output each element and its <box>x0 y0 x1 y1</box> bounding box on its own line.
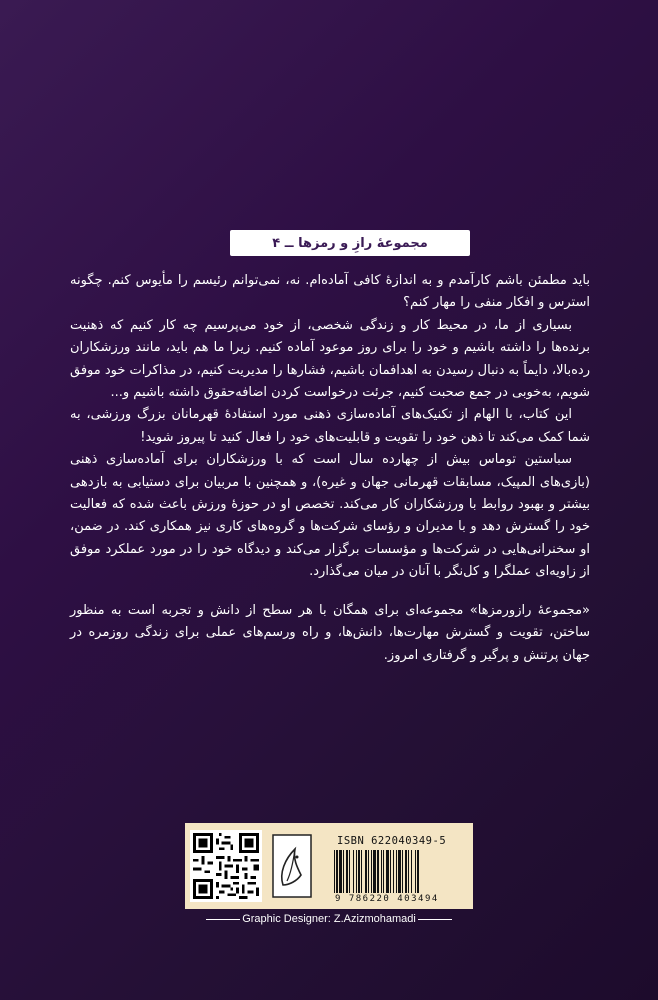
barcode-bar <box>371 850 372 893</box>
barcode-bar <box>390 850 391 893</box>
blurb-paragraph-2: بسیاری از ما، در محیط کار و زندگی شخصی، از خود می‌پرسیم چه کار کنیم که ذهنیت برنده‌ها را داشته باشیم و خود را برای روز موعود آماده کنیم. زیرا ما هم باید، مانند ورزشکاران رده‌بالا، دایماً به دنبال رسیدن به اهدافمان باشیم، فشارها را مدیریت کنیم، در مذاکرات خود موفق شویم، به‌خوبی در جمع صحبت کنیم، جرئت درخواست کردن اضافه‌حقوق داشته باشیم و... <box>70 317 590 401</box>
blurb-paragraph-3: این کتاب، با الهام از تکنیک‌های آماده‌سازی ذهنی مورد استفادهٔ قهرمانان بزرگ ورزشی، به شما کمک می‌کند تا ذهن خود را تقویت و قابلیت‌های خود را فعال کنید تا پیروز شوید! <box>70 407 590 445</box>
barcode-bar <box>368 850 369 893</box>
barcode-bar <box>365 850 367 893</box>
barcode-bar <box>339 850 342 893</box>
back-cover-blurb <box>70 270 590 667</box>
credit-rule-left <box>206 919 240 920</box>
designer-credit-text: Graphic Designer: Z.Azizmohamadi <box>242 913 416 925</box>
designer-credit <box>0 913 658 925</box>
blurb-paragraph-4: سباستین توماس بیش از چهارده سال است که با ورزشکاران برای آماده‌سازی ذهنی (بازی‌های المپیک، مسابقات قهرمانی جهان و غیره)، و همچنین با مربیان برای دستیابی به بازدهی بیشتر و بهبود روابط با ورزشکاران کار می‌کند. تخصص او در حوزهٔ ورزش باعث شده که فعالیت خود را گسترش دهد و با مدیران و رؤسای شرکت‌ها و گروه‌های کاری نیز همکاری کند. در ضمن، او سخنرانی‌هایی در شرکت‌ها و مؤسسات برگزار می‌کند و دیدگاه خود را در مورد عملکرد موفق از زاویه‌ای عملگرا و کل‌نگر با آنان در میان می‌گذارد. <box>70 452 590 580</box>
isbn-label: ISBN 622040349-5 <box>337 835 447 847</box>
barcode-bar <box>358 850 360 893</box>
barcode-bar <box>408 850 409 893</box>
barcode-bar <box>383 850 384 893</box>
barcode-bar <box>349 850 350 893</box>
barcode-bar <box>381 850 382 893</box>
qr-code-icon <box>190 830 262 902</box>
barcode-bar <box>361 850 362 893</box>
barcode-bar <box>398 850 401 893</box>
barcode-bar <box>353 850 354 893</box>
blurb-paragraph-1: باید مطمئن باشم کارآمدم و به اندازهٔ کافی آماده‌ام. نه، نمی‌توانم رئیسم را مأیوس کنم. چگونه استرس و افکار منفی را مهار کنم؟ <box>70 273 590 311</box>
series-banner <box>230 230 470 256</box>
credit-rule-right <box>418 919 452 920</box>
barcode-bar <box>346 850 348 893</box>
barcode-bar <box>336 850 338 893</box>
publisher-logo-icon <box>271 833 313 899</box>
blurb-paragraph-5: «مجموعهٔ رازورمزها» مجموعه‌ای برای همگان با هر سطح از دانش و تجربه است به منظور ساختن، تقویت و گسترش مهارت‌ها، دانش‌ها، و راه ورسم‌های عملی برای زندگی روزمره در جهان پرتنش و پرگیر و گرفتاری امروز. <box>70 602 590 663</box>
barcode-bar <box>373 850 376 893</box>
barcode-bar <box>405 850 407 893</box>
barcode-icon <box>333 850 467 893</box>
barcode-bar <box>417 850 419 893</box>
barcode-bar <box>396 850 397 893</box>
barcode-bar <box>356 850 357 893</box>
barcode-panel <box>185 823 473 909</box>
barcode-bar <box>377 850 379 893</box>
barcode-bar <box>334 850 335 893</box>
barcode-bar <box>415 850 416 893</box>
barcode-bar <box>411 850 412 893</box>
isbn-digits: 9 786220 403494 <box>335 894 439 904</box>
barcode-bar <box>343 850 344 893</box>
barcode-bar <box>393 850 394 893</box>
series-title: مجموعهٔ رازِ و رمزها ــ ۴ <box>272 235 428 251</box>
barcode-bar <box>402 850 403 893</box>
barcode-bar <box>386 850 389 893</box>
